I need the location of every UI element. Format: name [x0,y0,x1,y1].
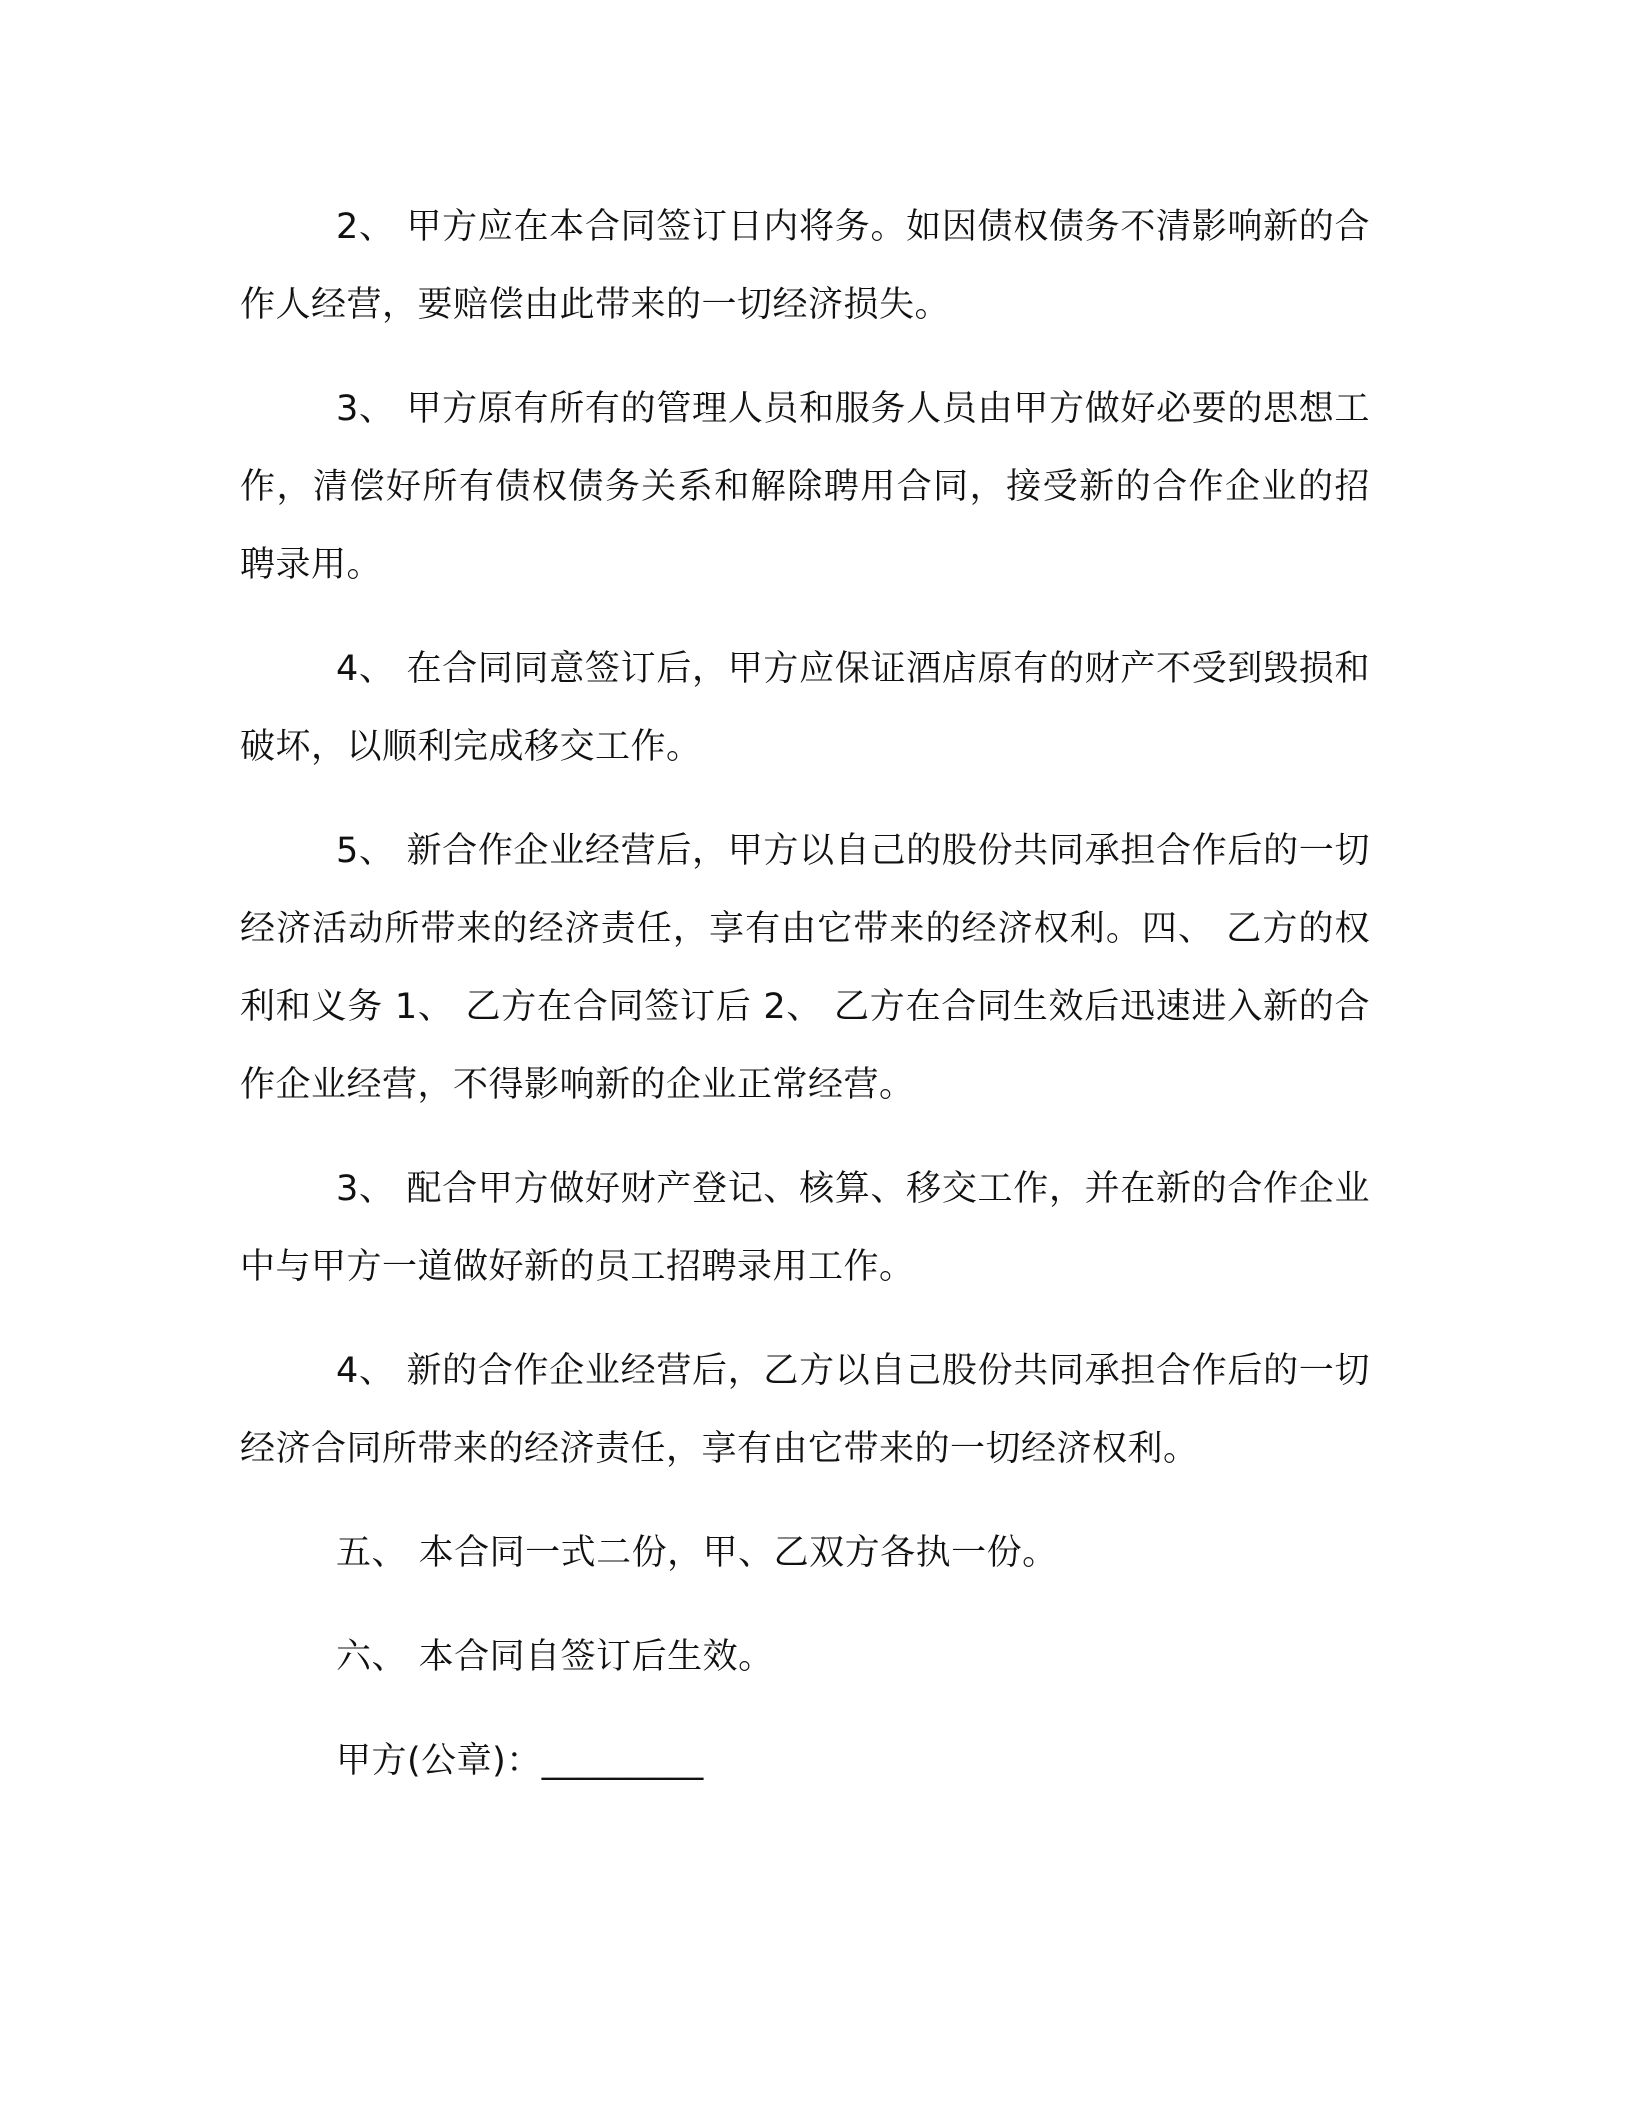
clause-effective: 六、 本合同自签订后生效。 [336,1637,774,1677]
clause-copies: 五、 本合同一式二份，甲、乙双方各执一份。 [336,1533,1058,1573]
party-a-seal-line: 甲方(公章)：_________ [336,1741,704,1781]
clause-5-responsibility: 5、 新合作企业经营后，甲方以自己的股份共同承担合作后的一切经济活动所带来的经济责任，享有由它带来的经济权利。四、 乙方的权利和义务 1、 乙方在合同签订后 2、 乙方在合同生效后迅速进入新的合作企业经营，不得影响新的企业正常经营。 [240,831,1370,1105]
document-page [240,188,1370,1800]
clause-b3-registration: 3、 配合甲方做好财产登记、核算、移交工作，并在新的合作企业中与甲方一道做好新的员工招聘录用工作。 [240,1169,1370,1287]
clause-4-property: 4、 在合同同意签订后，甲方应保证酒店原有的财产不受到毁损和破坏，以顺利完成移交工作。 [240,649,1370,767]
clause-3-staff: 3、 甲方原有所有的管理人员和服务人员由甲方做好必要的思想工作，清偿好所有债权债务关系和解除聘用合同，接受新的合作企业的招聘录用。 [240,389,1370,585]
clause-b4-rights: 4、 新的合作企业经营后，乙方以自己股份共同承担合作后的一切经济合同所带来的经济责任，享有由它带来的一切经济权利。 [240,1351,1370,1469]
clause-2-obligation: 2、 甲方应在本合同签订日内将务。如因债权债务不清影响新的合作人经营，要赔偿由此带来的一切经济损失。 [240,207,1370,325]
